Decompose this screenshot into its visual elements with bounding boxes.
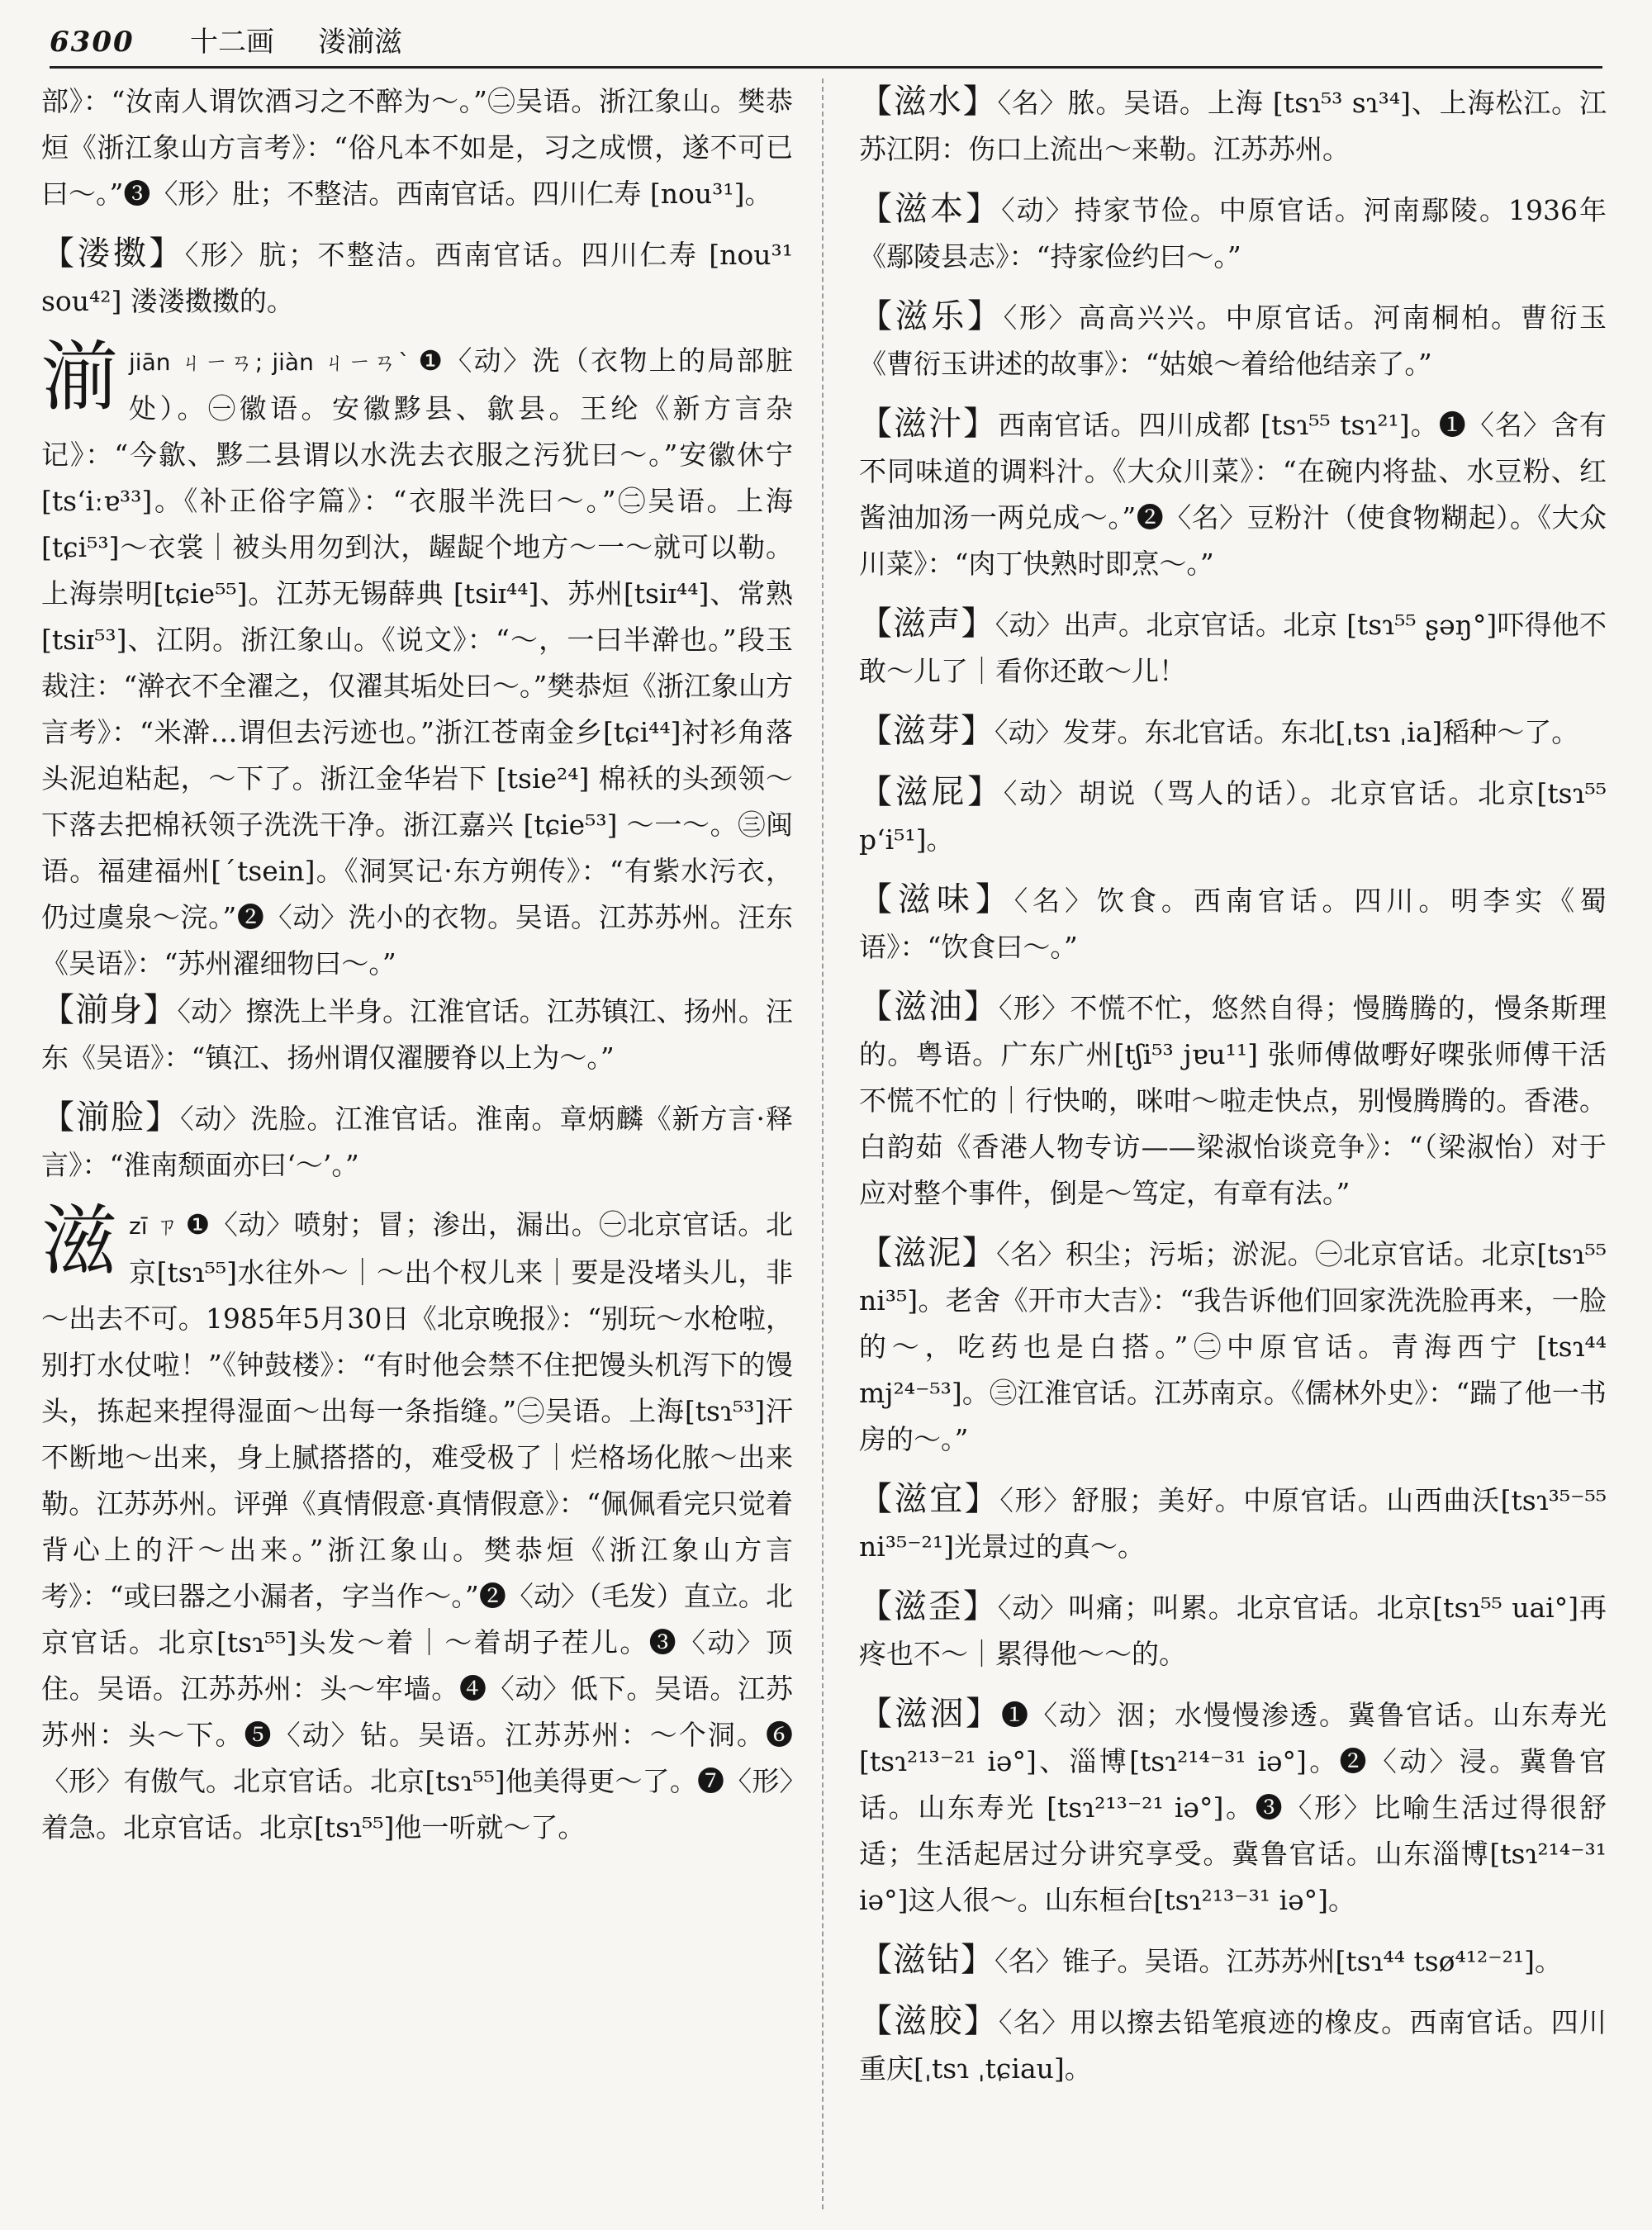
entry-body: 〈名〉锥子。吴语。江苏苏州[tsɿ⁴⁴ tsø⁴¹²⁻²¹]。 — [995, 1945, 1562, 1977]
entry-body: ❶〈动〉洇；水慢慢渗透。冀鲁官话。山东寿光[tsɿ²¹³⁻²¹ iə°]、淄博[tsɿ²¹⁴⁻³¹ iə°]。❷〈动〉浸。冀鲁官话。山东寿光 [tsɿ²¹³⁻²¹ iə°]。❸〈形〉比喻生活过得很舒适；生活起居过分讲究享受。冀鲁官话。山东淄博[tsɿ²¹⁴⁻³¹ iə°]这人很～。山东桓台[tsɿ²¹³⁻³¹ iə°]。 — [859, 1699, 1607, 1916]
entry-body: 〈动〉擦洗上半身。江淮官话。江苏镇江、扬州。汪东《吴语》：“镇江、扬州谓仅濯腰脊以上为～。” — [41, 995, 793, 1074]
entry-zile — [859, 293, 1607, 387]
entry-body: 〈动〉洗脸。江淮官话。淮南。章炳麟《新方言·释言》：“淮南颓面亦曰‘～’。” — [41, 1103, 793, 1181]
entry-ziben — [859, 186, 1607, 280]
entry-headword: 【滋本】 — [859, 190, 1002, 228]
entry-body: 〈动〉持家节俭。中原官话。河南鄢陵。1936年《鄢陵县志》：“持家俭约曰～。” — [859, 194, 1607, 273]
entry-headword: 【滋芽】 — [859, 712, 995, 750]
entry-body: 〈名〉用以擦去铅笔痕迹的橡皮。西南官话。四川重庆[ˌtsɿ ˌtɕiau]。 — [859, 2006, 1607, 2085]
entry-headword: 【滋油】 — [859, 988, 999, 1026]
column-divider — [822, 78, 824, 2209]
right-column — [859, 78, 1607, 2209]
entry-ziyi — [859, 1476, 1607, 1570]
entry-body: 〈名〉饮食。西南官话。四川。明李实《蜀语》：“饮食曰～。” — [859, 885, 1607, 963]
entry-zishui — [859, 78, 1607, 173]
entry-headword: 【滋钻】 — [859, 1941, 995, 1979]
entry-zipi — [859, 769, 1607, 863]
entry-body: 〈形〉高高兴兴。中原官话。河南桐柏。曹衍玉《曹衍玉讲述的故事》：“姑娘～着给他结亲了。” — [859, 301, 1607, 380]
entry-ziwai — [859, 1583, 1607, 1677]
entry-headword: 【溇擞】 — [41, 235, 185, 273]
entry-body: 西南官话。四川成都 [tsɿ⁵⁵ tsɿ²¹]。❶〈名〉含有不同味道的调料汁。《大众川菜》：“在碗内将盐、水豆粉、红酱油加汤一两兑成～。”❷〈名〉豆粉汁（使食物糊起）。《大众川菜》：“肉丁快熟时即烹～。” — [859, 409, 1607, 580]
entry-jianshen — [41, 987, 793, 1081]
entry-body: ❶〈动〉喷射；冒；渗出，漏出。㊀北京官话。北京[tsɿ⁵⁵]水往外～｜～出个杈儿来｜要是没堵头儿，非～出去不可。1985年5月30日《北京晚报》：“别玩～水枪啦，别打水仗啦！”《钟鼓楼》：“有时他会禁不住把馒头机泻下的馒头，拣起来捏得湿面～出每一条指缝。”㊁吴语。上海[tsɿ⁵³]汗不断地～出来，身上腻搭搭的，难受极了｜烂格场化脓～出来勒。江苏苏州。评弹《真情假意·真情假意》：“佩佩看完只觉着背心上的汗～出来。”浙江象山。樊恭烜《浙江象山方言考》：“或曰器之小漏者，字当作～。”❷〈动〉（毛发）直立。北京官话。北京[tsɿ⁵⁵]头发～着｜～着胡子茬儿。❸〈动〉顶住。吴语。江苏苏州：头～牢墙。❹〈动〉低下。吴语。江苏苏州：头～下。❺〈动〉钻。吴语。江苏苏州：～个洞。❻〈形〉有傲气。北京官话。北京[tsɿ⁵⁵]他美得更～了。❼〈形〉着急。北京官话。北京[tsɿ⁵⁵]他一听就～了。 — [41, 1208, 793, 1843]
entry-ziwei — [859, 876, 1607, 970]
entry-lou-continued — [41, 78, 793, 217]
entry-headword: 【滋屁】 — [859, 773, 1004, 811]
stroke-section: 十二画 — [190, 26, 274, 59]
entry-body: 〈名〉积尘；污垢；淤泥。㊀北京官话。北京[tsɿ⁵⁵ ni³⁵]。老舍《开市大吉》：“我告诉他们回家洗洗脸再来，一脸的～，吃药也是白搭。”㊁中原官话。青海西宁 [tsɿ⁴⁴ mj²⁴⁻⁵³]。㊂江淮官话。江苏南京。《儒林外史》：“踹了他一书房的～。” — [859, 1238, 1607, 1455]
head-character: 滋 — [41, 1197, 118, 1285]
entry-headword: 【滋汁】 — [859, 405, 999, 443]
entry-zizhi — [859, 401, 1607, 587]
entry-headword: 【滋胶】 — [859, 2002, 999, 2040]
entry-body: 〈形〉不慌不忙，悠然自得；慢腾腾的，慢条斯理的。粤语。广东广州[tʃi⁵³ jɐu¹¹] 张师傅做嘢好㗎张师傅干活不慌不忙的｜行快啲，咪咁～啦走快点，别慢腾腾的。香港。白韵茹《香港人物专访——梁淑怡谈竞争》：“（梁淑怡）对于应对整个事件，倒是～笃定，有章有法。” — [859, 992, 1607, 1209]
entry-headword: 【滋乐】 — [859, 297, 1004, 335]
entry-headword: 【滋歪】 — [859, 1587, 998, 1625]
entry-body: 〈形〉肮；不整洁。西南官话。四川仁寿 [nou³¹ sou⁴²] 溇溇擞擞的。 — [41, 239, 793, 317]
entry-body: 〈动〉出声。北京官话。北京 [tsɿ⁵⁵ ʂəŋ°]吓得他不敢～儿了｜看你还敢～儿！ — [859, 609, 1607, 687]
pronunciation: jiān ㄐㄧㄢ; jiàn ㄐㄧㄢˋ — [129, 349, 412, 376]
header-rule — [50, 66, 1602, 69]
entry-ziyin — [859, 1691, 1607, 1924]
head-char-jian — [41, 333, 793, 987]
page-header — [50, 17, 1602, 66]
entry-headword: 【湔身】 — [41, 991, 178, 1029]
entry-body: 〈动〉叫痛；叫累。北京官话。北京[tsɿ⁵⁵ uai°]再疼也不～｜累得他～～的。 — [859, 1592, 1607, 1670]
head-char-zi — [41, 1197, 793, 1851]
entry-zisheng — [859, 600, 1607, 695]
entry-body: ❶〈动〉洗（衣物上的局部脏处）。㊀徽语。安徽黟县、歙县。王纶《新方言杂记》：“今歙、黟二县谓以水洗去衣服之污犹曰～。”安徽休宁 [tsʻiːɐ³³]。《补正俗字篇》：“衣服半洗曰～。”㊁吴语。上海[tɕi⁵³]～衣裳｜被头用勿到汏，龌龊个地方～一～就可以勒。上海崇明[tɕie⁵⁵]。江苏无锡薛典 [tsiɪ⁴⁴]、苏州[tsiɪ⁴⁴]、常熟 [tsiɪ⁵³]、江阴。浙江象山。《说文》：“～，一曰半澣也。”段玉裁注：“澣衣不全濯之，仅濯其垢处曰～。”樊恭烜《浙江象山方言考》：“米澣…谓但去污迹也。”浙江苍南金乡[tɕi⁴⁴]衬衫角落头泥迫粘起，～下了。浙江金华岩下 [tsie²⁴] 棉袄的头颈领～下落去把棉袄领子洗洗干净。浙江嘉兴 [tɕie⁵³] ～一～。㊂闽语。福建福州[ˊtsein]。《洞冥记·东方朔传》：“有紫水污衣，仍过虞泉～浣。”❷〈动〉洗小的衣物。吴语。江苏苏州。汪东《吴语》：“苏州濯细物曰～。” — [41, 344, 793, 980]
entry-body: 〈动〉发芽。东北官话。东北[ˌtsɿ ˌia]稻种～了。 — [995, 716, 1579, 748]
entry-zijiao — [859, 1998, 1607, 2092]
entry-zizuan — [859, 1937, 1607, 1985]
entry-headword: 【滋洇】 — [859, 1695, 1001, 1733]
entry-lousou — [41, 230, 793, 325]
head-character: 湔 — [41, 333, 118, 421]
entry-headword: 【滋声】 — [859, 605, 995, 643]
entry-body: 〈形〉舒服；美好。中原官话。山西曲沃[tsɿ³⁵⁻⁵⁵ ni³⁵⁻²¹]光景过的真～。 — [859, 1484, 1607, 1563]
entry-headword: 【湔脸】 — [41, 1098, 180, 1136]
entry-body: 〈名〉脓。吴语。上海 [tsɿ⁵³ sɿ³⁴]、上海松江。江苏江阴：伤口上流出～来勒。江苏苏州。 — [859, 87, 1607, 165]
entry-headword: 【滋水】 — [859, 83, 998, 121]
entry-ziyou — [859, 984, 1607, 1217]
entry-headword: 【滋泥】 — [859, 1234, 997, 1272]
entry-body: 〈动〉胡说（骂人的话）。北京官话。北京[tsɿ⁵⁵ pʻi⁵¹]。 — [859, 777, 1607, 856]
pronunciation: zī ㄗ — [129, 1212, 179, 1240]
entry-zini — [859, 1230, 1607, 1463]
left-column — [41, 78, 793, 2209]
running-title: 溇湔滋 — [318, 26, 402, 59]
entry-ziya — [859, 708, 1607, 756]
page-number: 6300 — [50, 26, 135, 59]
entry-jianlian — [41, 1094, 793, 1189]
entry-body: 部》：“汝南人谓饮酒习之不醉为～。”㊁吴语。浙江象山。樊恭烜《浙江象山方言考》：“俗凡本不如是，习之成惯，遂不可已曰～。”❸〈形〉肚；不整洁。西南官话。四川仁寿 [nou³¹]。 — [41, 85, 793, 210]
entry-headword: 【滋宜】 — [859, 1480, 1000, 1518]
entry-headword: 【滋味】 — [859, 880, 1014, 918]
